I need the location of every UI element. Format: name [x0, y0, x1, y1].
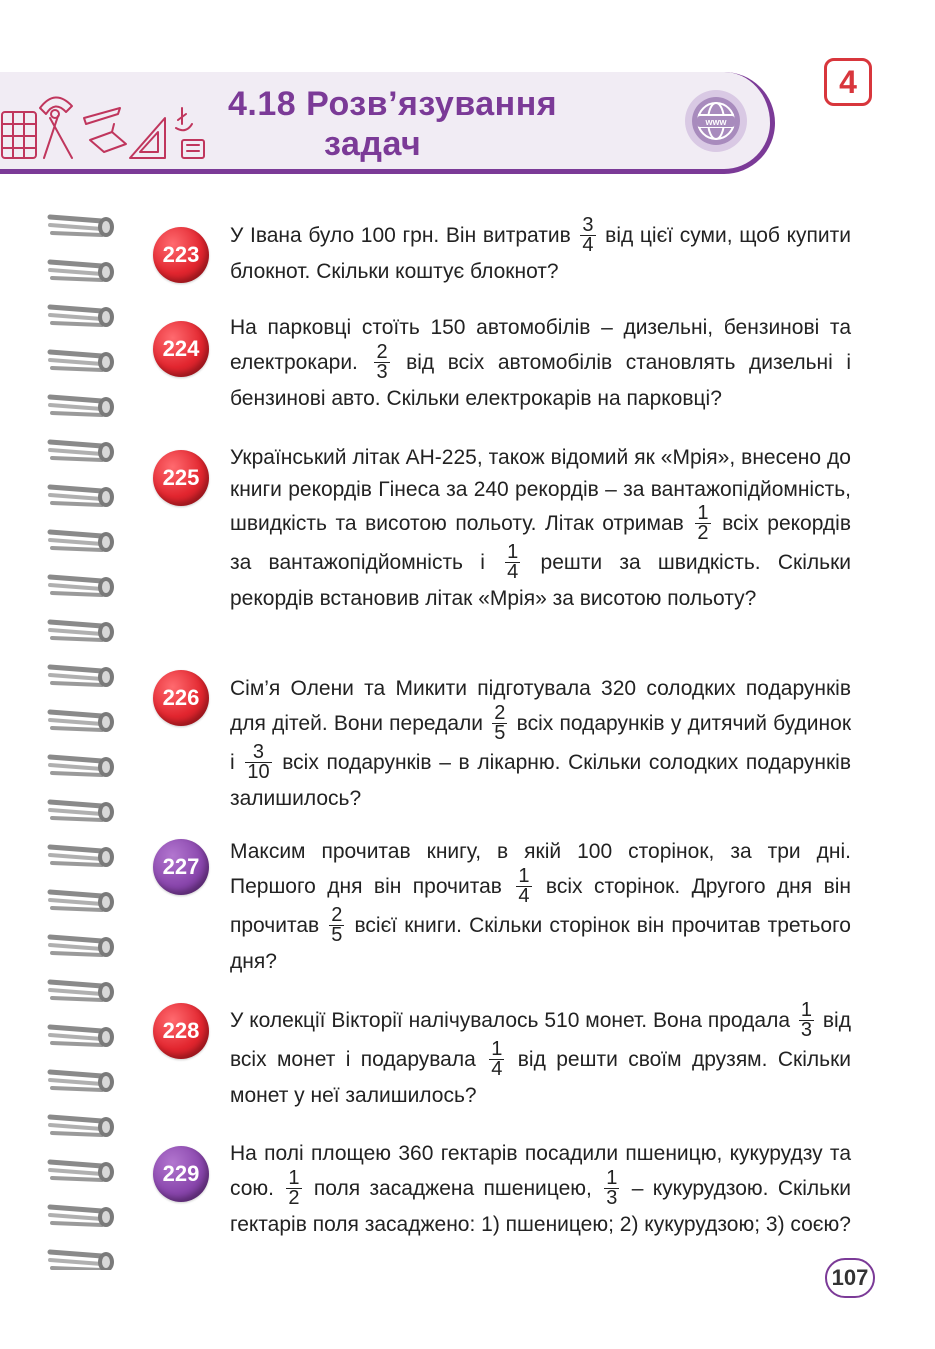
- spiral-ring: [50, 982, 114, 1002]
- spiral-ring: [50, 937, 114, 957]
- chapter-badge: 4: [824, 58, 872, 106]
- fraction: [505, 543, 520, 582]
- fraction-numerator: 3: [582, 214, 594, 236]
- task-text-segment: решти за швидкість. Скільки рекордів встановив літак «Мрія» за висотою польоту?: [230, 551, 851, 610]
- fraction-denominator: 4: [582, 234, 594, 256]
- task-text: [230, 1138, 851, 1240]
- spiral-ring: [50, 262, 114, 282]
- spiral-ring: [50, 757, 114, 777]
- spiral-ring: [50, 442, 114, 462]
- school-supplies-doodle-icon: [0, 78, 215, 168]
- fraction-numerator: 2: [331, 903, 343, 926]
- spiral-ring: [50, 532, 114, 552]
- fraction-numerator: 1: [288, 1166, 300, 1189]
- spiral-ring: [50, 577, 114, 597]
- task-text-segment: – кукурудзою. Скільки гектарів поля засаджено: 1) пшеницею; 2) кукурудзою; 3) соєю?: [230, 1176, 851, 1236]
- spiral-ring: [50, 892, 114, 912]
- spiral-ring: [50, 217, 114, 237]
- task-number-badge: 225: [153, 450, 209, 506]
- fraction-numerator: 1: [606, 1166, 618, 1189]
- spiral-binding: [44, 205, 120, 1270]
- fraction-denominator: 3: [376, 360, 388, 383]
- fraction: [604, 1166, 619, 1209]
- task-number-badge: 227: [153, 839, 209, 895]
- spiral-ring: [50, 802, 114, 822]
- fraction: [329, 903, 344, 946]
- task-text: [230, 673, 851, 814]
- title-line-2: задач: [324, 125, 422, 163]
- fraction-denominator: 3: [606, 1186, 618, 1209]
- fraction-denominator: 5: [494, 721, 506, 744]
- task-text-segment: поля засаджена пшеницею,: [304, 1176, 602, 1200]
- spiral-ring: [50, 667, 114, 687]
- fraction-denominator: 4: [491, 1058, 503, 1080]
- fraction-numerator: 1: [518, 864, 530, 887]
- www-globe-icon: [683, 88, 749, 154]
- task-text-segment: всіх рекордів за вантажопідйомність і: [230, 512, 851, 575]
- task-text-segment: всіх сторінок. Другого дня він прочитав: [230, 874, 851, 937]
- fraction-denominator: 4: [518, 884, 530, 907]
- spiral-ring: [50, 1207, 114, 1227]
- fraction: [492, 701, 507, 744]
- fraction: [245, 740, 271, 783]
- fraction-denominator: 10: [247, 760, 270, 783]
- fraction: [799, 1001, 814, 1040]
- fraction-numerator: 3: [245, 743, 271, 763]
- spiral-ring: [50, 397, 114, 417]
- task-text-segment: Максим прочитав книгу, в якій 100 сторінок, за три дні. Першого дня він прочитав: [230, 840, 851, 898]
- fraction: [516, 864, 531, 907]
- spiral-ring: [50, 712, 114, 732]
- task-text-segment: від всіх монет і подарувала: [230, 1009, 851, 1072]
- title-line-1: 4.18 Розв’язування: [228, 85, 558, 123]
- task-text-segment: Сім’я Олени та Микити підготувала 320 солодких подарунків для дітей. Вони передали: [230, 677, 851, 735]
- spiral-ring: [50, 622, 114, 642]
- fraction-denominator: 2: [288, 1186, 300, 1209]
- spiral-ring: [50, 352, 114, 372]
- task-text-segment: всієї книги. Скільки сторінок він прочитав третього дня?: [230, 913, 851, 973]
- fraction-denominator: 3: [800, 1019, 813, 1041]
- page-number: 107: [825, 1258, 875, 1298]
- spiral-ring: [50, 1252, 114, 1270]
- fraction-numerator: 1: [800, 999, 813, 1021]
- task-text-segment: У Івана було 100 грн. Він витратив: [230, 224, 578, 248]
- task-text: [230, 312, 851, 414]
- task-number-badge: 228: [153, 1003, 209, 1059]
- fraction: [489, 1040, 504, 1079]
- fraction: [695, 504, 710, 543]
- fraction-numerator: 2: [376, 340, 388, 363]
- task-number-badge: 226: [153, 670, 209, 726]
- spiral-ring: [50, 487, 114, 507]
- task-text-segment: всіх подарунків – в лікарню. Скільки солодких подарунків залишилось?: [230, 750, 852, 810]
- task-text-segment: від решти своїм друзям. Скільки монет у неї залишилось?: [230, 1048, 851, 1107]
- task-text-segment: від всіх автомобілів становлять дизельні і бензинові авто. Скільки електрокарів на парковці?: [230, 350, 851, 410]
- spiral-ring: [50, 1027, 114, 1047]
- spiral-ring: [50, 1162, 114, 1182]
- task-number-badge: 224: [153, 321, 209, 377]
- fraction-denominator: 4: [507, 561, 519, 583]
- task-text-segment: У колекції Вікторії налічувалось 510 монет. Вона продала: [230, 1009, 796, 1033]
- fraction-numerator: 1: [697, 502, 709, 524]
- fraction: [374, 340, 389, 383]
- spiral-ring: [50, 307, 114, 327]
- fraction-denominator: 5: [331, 923, 343, 946]
- task-text: [230, 442, 851, 615]
- spiral-ring: [50, 847, 114, 867]
- spiral-ring: [50, 1072, 114, 1092]
- fraction: [286, 1166, 301, 1209]
- task-text-segment: На полі площею 360 гектарів посадили пшеницю, кукурудзу та сою.: [230, 1142, 851, 1200]
- task-text: [230, 214, 851, 288]
- fraction-numerator: 1: [507, 541, 519, 563]
- page-title: [228, 84, 557, 164]
- task-text-segment: На парковці стоїть 150 автомобілів – дизельні, бензинові та електрокари.: [230, 316, 851, 374]
- fraction-numerator: 2: [494, 701, 506, 724]
- spiral-ring: [50, 1117, 114, 1137]
- task-text: [230, 999, 851, 1112]
- svg-text:www: www: [705, 117, 727, 127]
- task-number-badge: 229: [153, 1146, 209, 1202]
- task-text-segment: всіх подарунків у дитячий будинок і: [230, 711, 852, 774]
- task-text: [230, 836, 851, 977]
- fraction-numerator: 1: [491, 1038, 503, 1060]
- fraction-denominator: 2: [697, 522, 709, 544]
- task-text-segment: Український літак АН-225, також відомий як «Мрія», внесено до книги рекордів Гінеса за 240 рекордів – за вантажопідйомність, швидкість та висотою польоту. Літак отримав: [230, 446, 851, 536]
- fraction: [580, 216, 595, 255]
- task-number-badge: 223: [153, 227, 209, 283]
- task-text-segment: від цієї суми, щоб купити блокнот. Скільки коштує блокнот?: [230, 224, 851, 283]
